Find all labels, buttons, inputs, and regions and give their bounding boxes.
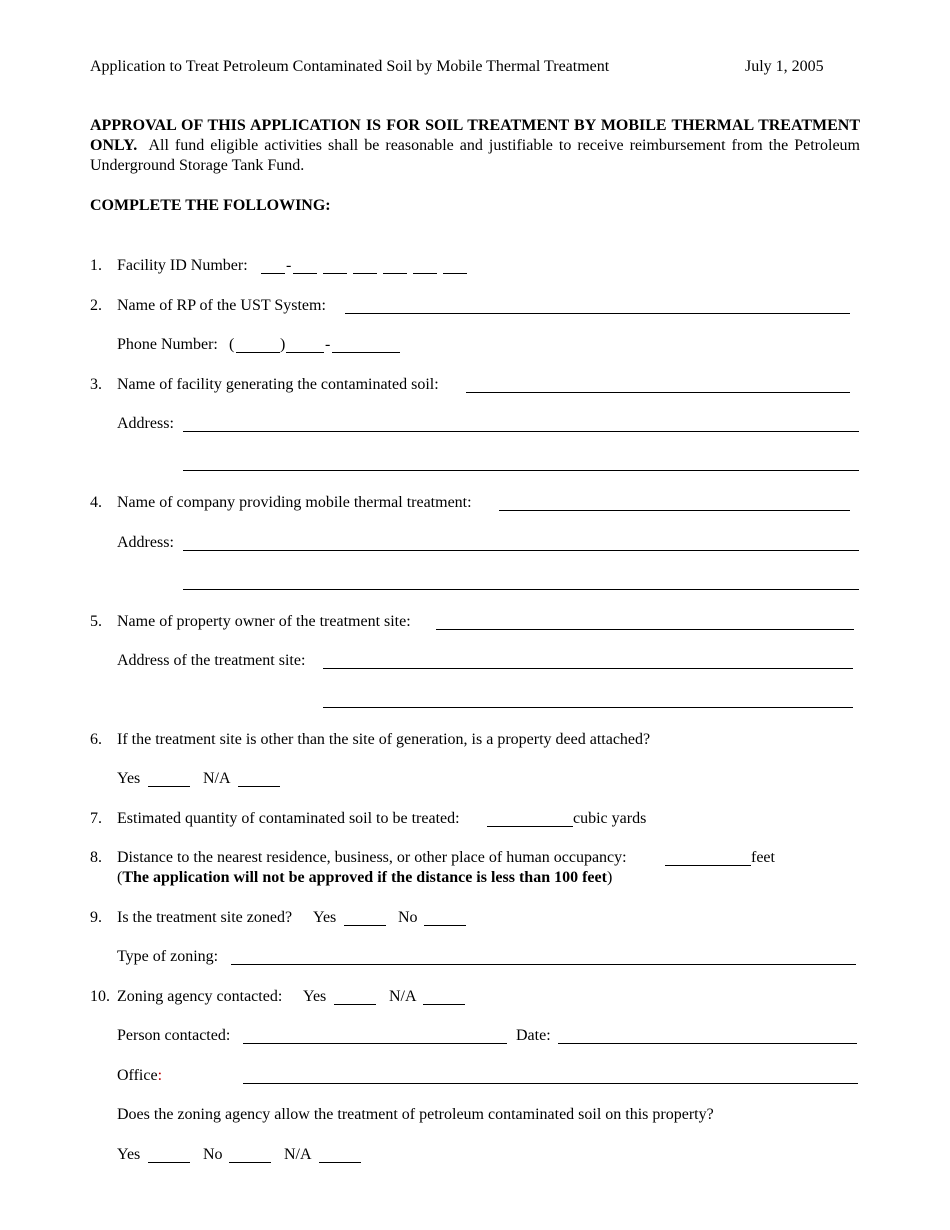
- contact-date-label: Date:: [516, 1027, 551, 1044]
- zoning-allow-na-label: N/A: [284, 1146, 312, 1163]
- phone-label: Phone Number:: [117, 336, 218, 353]
- section-heading: COMPLETE THE FOLLOWING:: [90, 197, 331, 214]
- zoned-no-field[interactable]: [424, 925, 466, 926]
- item-number-1: 1.: [90, 257, 102, 274]
- generating-facility-address-field-1[interactable]: [183, 431, 859, 432]
- soil-quantity-field[interactable]: [487, 826, 573, 827]
- zoning-allow-no-field[interactable]: [229, 1162, 271, 1163]
- facility-id-digit-4[interactable]: [383, 273, 407, 274]
- zoning-allow-no-label: No: [203, 1146, 223, 1163]
- facility-id-label: Facility ID Number:: [117, 257, 248, 274]
- item-number-5: 5.: [90, 613, 102, 630]
- treatment-site-address-field-1[interactable]: [323, 668, 853, 669]
- property-owner-field[interactable]: [436, 629, 854, 630]
- deed-question: If the treatment site is other than the site of generation, is a property deed attached?: [117, 731, 651, 748]
- distance-label: Distance to the nearest residence, business, or other place of human occupancy:: [117, 849, 627, 866]
- item-number-2: 2.: [90, 297, 102, 314]
- zoned-yes-label: Yes: [313, 909, 337, 926]
- office-label: Office:: [117, 1067, 163, 1084]
- treatment-company-field[interactable]: [499, 510, 850, 511]
- treatment-company-address-field-1[interactable]: [183, 550, 859, 551]
- deed-na-field[interactable]: [238, 786, 280, 787]
- intro-text: All fund eligible activities shall be reasonable and justifiable to receive reimbursement from the Petroleum Underground Storage Tank Fund.: [90, 137, 860, 174]
- person-contacted-label: Person contacted:: [117, 1027, 231, 1044]
- treatment-site-address-field-2[interactable]: [323, 707, 853, 708]
- zoning-agency-yes-label: Yes: [303, 988, 327, 1005]
- phone-prefix-field[interactable]: [286, 352, 324, 353]
- item-number-3: 3.: [90, 376, 102, 393]
- facility-id-digit-6[interactable]: [443, 273, 467, 274]
- facility-id-digit-2[interactable]: [323, 273, 347, 274]
- deed-yes-label: Yes: [117, 770, 141, 787]
- intro-bold: APPROVAL OF THIS APPLICATION IS FOR SOIL TREATMENT BY MOBILE THERMAL TREATMENT ONLY.: [90, 117, 860, 154]
- zoning-allow-yes-label: Yes: [117, 1146, 141, 1163]
- item-number-7: 7.: [90, 810, 102, 827]
- soil-quantity-label: Estimated quantity of contaminated soil to be treated:: [117, 810, 460, 827]
- zoning-agency-yes-field[interactable]: [334, 1004, 376, 1005]
- zoning-allow-na-field[interactable]: [319, 1162, 361, 1163]
- zoning-type-label: Type of zoning:: [117, 948, 219, 965]
- treatment-site-address-label: Address of the treatment site:: [117, 652, 306, 669]
- deed-yes-field[interactable]: [148, 786, 190, 787]
- facility-id-digit-3[interactable]: [353, 273, 377, 274]
- phone-area-code-field[interactable]: [236, 352, 280, 353]
- item-number-6: 6.: [90, 731, 102, 748]
- generating-facility-label: Name of facility generating the contaminated soil:: [117, 376, 439, 393]
- item-number-9: 9.: [90, 909, 102, 926]
- generating-facility-address-label: Address:: [117, 415, 174, 432]
- office-field[interactable]: [243, 1083, 858, 1084]
- zoning-agency-na-field[interactable]: [423, 1004, 465, 1005]
- person-contacted-field[interactable]: [243, 1043, 507, 1044]
- phone-paren-open: (: [229, 336, 235, 353]
- deed-na-label: N/A: [203, 770, 231, 787]
- soil-quantity-unit: cubic yards: [573, 810, 647, 827]
- distance-note-close: ): [606, 869, 613, 886]
- facility-id-field-prefix[interactable]: [261, 273, 285, 274]
- zoning-allow-question: Does the zoning agency allow the treatment of petroleum contaminated soil on this property?: [117, 1106, 714, 1123]
- page-header-title: Application to Treat Petroleum Contaminated Soil by Mobile Thermal Treatment: [90, 58, 610, 75]
- page-header-date: July 1, 2005: [745, 58, 824, 75]
- rp-name-label: Name of RP of the UST System:: [117, 297, 326, 314]
- item-number-10: 10.: [90, 988, 110, 1005]
- phone-line-field[interactable]: [332, 352, 400, 353]
- item-number-4: 4.: [90, 494, 102, 511]
- zoning-agency-na-label: N/A: [389, 988, 417, 1005]
- distance-unit: feet: [751, 849, 775, 866]
- phone-paren-close: ): [280, 336, 286, 353]
- distance-note-open: (: [117, 869, 123, 886]
- zoned-question: Is the treatment site zoned?: [117, 909, 293, 926]
- property-owner-label: Name of property owner of the treatment site:: [117, 613, 411, 630]
- distance-note-text: The application will not be approved if the distance is less than 100 feet: [122, 869, 607, 886]
- phone-dash: -: [325, 336, 331, 353]
- treatment-company-address-field-2[interactable]: [183, 589, 859, 590]
- zoning-agency-question: Zoning agency contacted:: [117, 988, 283, 1005]
- zoning-type-field[interactable]: [231, 964, 856, 965]
- treatment-company-address-label: Address:: [117, 534, 174, 551]
- facility-id-digit-1[interactable]: [293, 273, 317, 274]
- generating-facility-field[interactable]: [466, 392, 850, 393]
- treatment-company-label: Name of company providing mobile thermal treatment:: [117, 494, 472, 511]
- item-number-8: 8.: [90, 849, 102, 866]
- zoning-allow-yes-field[interactable]: [148, 1162, 190, 1163]
- zoned-yes-field[interactable]: [344, 925, 386, 926]
- zoned-no-label: No: [398, 909, 418, 926]
- distance-note: [117, 868, 612, 888]
- contact-date-field[interactable]: [558, 1043, 857, 1044]
- rp-name-field[interactable]: [345, 313, 850, 314]
- facility-id-dash: -: [286, 257, 292, 274]
- intro-paragraph: [90, 116, 860, 176]
- distance-field[interactable]: [665, 865, 751, 866]
- facility-id-digit-5[interactable]: [413, 273, 437, 274]
- generating-facility-address-field-2[interactable]: [183, 470, 859, 471]
